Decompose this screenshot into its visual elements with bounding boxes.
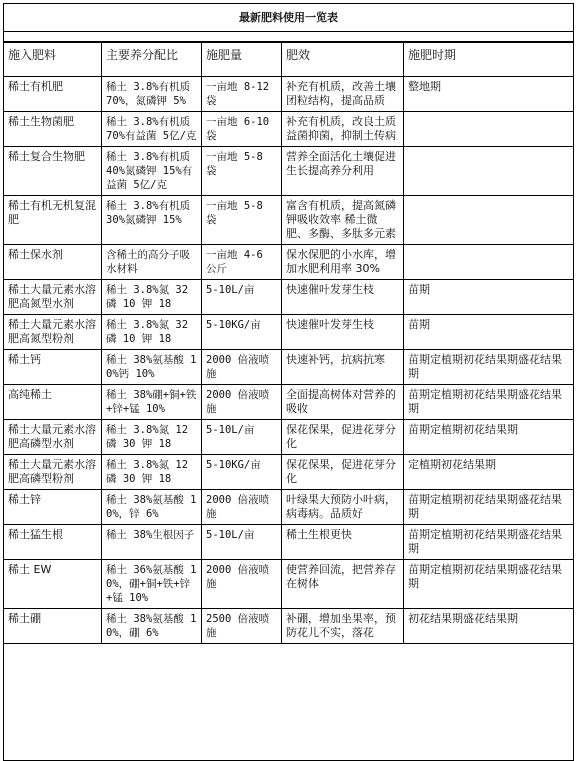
table-row <box>4 525 575 560</box>
cell-period <box>404 112 575 147</box>
cell-fertilizer: 稀土有机无机复混肥 <box>4 196 102 245</box>
cell-effect: 保花保果，促进花芽分化 <box>282 420 404 455</box>
cell-effect: 保水保肥的小水库，增加水肥利用率 30% <box>282 245 404 280</box>
cell-amount: 5-10L/亩 <box>202 525 282 560</box>
cell-effect: 全面提高树体对营养的吸收 <box>282 385 404 420</box>
cell-ratio: 稀土 38%硼+铜+铁+锌+锰 10% <box>102 385 202 420</box>
title-spacer <box>4 32 573 42</box>
cell-fertilizer: 稀土钙 <box>4 350 102 385</box>
cell-fertilizer: 稀土有机肥 <box>4 77 102 112</box>
cell-amount: 2000 倍液喷施 <box>202 490 282 525</box>
cell-effect: 富含有机质，提高氮磷钾吸收效率 稀土微肥、多酶、多肽多元素 <box>282 196 404 245</box>
table-row <box>4 77 575 112</box>
cell-effect: 使营养回流，把营养存在树体 <box>282 560 404 609</box>
cell-period <box>404 147 575 196</box>
table-body <box>4 77 575 644</box>
cell-fertilizer: 稀土锌 <box>4 490 102 525</box>
table-row <box>4 490 575 525</box>
cell-effect: 快速补钙，抗病抗寒 <box>282 350 404 385</box>
cell-amount: 一亩地 6-10 袋 <box>202 112 282 147</box>
cell-effect: 稀土生根更快 <box>282 525 404 560</box>
cell-period: 苗期定植期初花结果期盛花结果期 <box>404 525 575 560</box>
table-row <box>4 350 575 385</box>
table-row <box>4 609 575 644</box>
header-effect: 肥效 <box>282 43 404 77</box>
cell-ratio: 稀土 3.8%有机质 70%有益菌 5亿/克 <box>102 112 202 147</box>
table-row <box>4 245 575 280</box>
cell-period <box>404 245 575 280</box>
table-row <box>4 560 575 609</box>
cell-period: 苗期定植期初花结果期盛花结果期 <box>404 385 575 420</box>
cell-amount: 5-10KG/亩 <box>202 315 282 350</box>
cell-period <box>404 196 575 245</box>
cell-amount: 5-10L/亩 <box>202 280 282 315</box>
cell-fertilizer: 稀土大量元素水溶肥高氮型水剂 <box>4 280 102 315</box>
cell-fertilizer: 稀土 EW <box>4 560 102 609</box>
cell-amount: 一亩地 5-8 袋 <box>202 147 282 196</box>
cell-effect: 营养全面活化土壤促进生长提高养分利用 <box>282 147 404 196</box>
cell-effect: 叶绿果大预防小叶病，病毒病。品质好 <box>282 490 404 525</box>
cell-effect: 补充有机质，改善土壤团粒结构，提高品质 <box>282 77 404 112</box>
cell-ratio: 稀土 38%氨基酸 10%，硼 6% <box>102 609 202 644</box>
cell-ratio: 含稀土的高分子吸水材料 <box>102 245 202 280</box>
cell-period: 苗期定植期初花结果期 <box>404 420 575 455</box>
cell-effect: 补硼，增加坐果率，预防花儿不实，落花 <box>282 609 404 644</box>
fertilizer-table <box>3 42 574 644</box>
cell-period: 苗期 <box>404 315 575 350</box>
cell-ratio: 稀土 38%氨基酸 10%，锌 6% <box>102 490 202 525</box>
cell-amount: 5-10KG/亩 <box>202 455 282 490</box>
cell-ratio: 稀土 3.8%氮 32 磷 10 钾 18 <box>102 315 202 350</box>
cell-effect: 快速催叶发芽生枝 <box>282 280 404 315</box>
cell-amount: 一亩地 8-12 袋 <box>202 77 282 112</box>
header-period: 施肥时期 <box>404 43 575 77</box>
cell-ratio: 稀土 3.8%氮 32 磷 10 钾 18 <box>102 280 202 315</box>
cell-ratio: 稀土 36%氨基酸 10%，硼+铜+铁+锌+锰 10% <box>102 560 202 609</box>
cell-ratio: 稀土 3.8%有机质 40%氮磷钾 15%有益菌 5亿/克 <box>102 147 202 196</box>
cell-period: 整地期 <box>404 77 575 112</box>
cell-ratio: 稀土 3.8%有机质 30%氮磷钾 15% <box>102 196 202 245</box>
cell-amount: 2000 倍液喷施 <box>202 560 282 609</box>
cell-amount: 一亩地 4-6 公斤 <box>202 245 282 280</box>
cell-fertilizer: 稀土大量元素水溶肥高磷型粉剂 <box>4 455 102 490</box>
table-row <box>4 455 575 490</box>
table-row <box>4 147 575 196</box>
cell-fertilizer: 稀土生物菌肥 <box>4 112 102 147</box>
table-row <box>4 280 575 315</box>
cell-ratio: 稀土 3.8%有机质 70%，氮磷钾 5% <box>102 77 202 112</box>
cell-amount: 2000 倍液喷施 <box>202 385 282 420</box>
table-row <box>4 196 575 245</box>
table-row <box>4 112 575 147</box>
cell-fertilizer: 稀土猛生根 <box>4 525 102 560</box>
page-title: 最新肥料使用一览表 <box>4 4 573 32</box>
cell-period: 苗期定植期初花结果期盛花结果期 <box>404 490 575 525</box>
cell-fertilizer: 稀土保水剂 <box>4 245 102 280</box>
cell-amount: 5-10L/亩 <box>202 420 282 455</box>
cell-period: 定植期初花结果期 <box>404 455 575 490</box>
table-row <box>4 385 575 420</box>
cell-effect: 补充有机质，改良土质益菌抑菌，抑制土传病 <box>282 112 404 147</box>
table-header-row <box>4 43 575 77</box>
cell-fertilizer: 稀土大量元素水溶肥高氮型粉剂 <box>4 315 102 350</box>
cell-period: 初花结果期盛花结果期 <box>404 609 575 644</box>
cell-amount: 2000 倍液喷施 <box>202 350 282 385</box>
header-amount: 施肥量 <box>202 43 282 77</box>
header-ratio: 主要养分配比 <box>102 43 202 77</box>
table-row <box>4 420 575 455</box>
table-row <box>4 315 575 350</box>
cell-fertilizer: 稀土大量元素水溶肥高磷型水剂 <box>4 420 102 455</box>
cell-amount: 2500 倍液喷施 <box>202 609 282 644</box>
cell-fertilizer: 稀土复合生物肥 <box>4 147 102 196</box>
cell-fertilizer: 高纯稀土 <box>4 385 102 420</box>
cell-effect: 快速催叶发芽生枝 <box>282 315 404 350</box>
cell-ratio: 稀土 38%生根因子 <box>102 525 202 560</box>
cell-effect: 保花保果，促进花芽分化 <box>282 455 404 490</box>
cell-ratio: 稀土 38%氨基酸 10%钙 10% <box>102 350 202 385</box>
cell-fertilizer: 稀土硼 <box>4 609 102 644</box>
fertilizer-sheet <box>3 3 574 761</box>
cell-period: 苗期 <box>404 280 575 315</box>
cell-ratio: 稀土 3.8%氮 12 磷 30 钾 18 <box>102 420 202 455</box>
cell-amount: 一亩地 5-8 袋 <box>202 196 282 245</box>
cell-period: 苗期定植期初花结果期盛花结果期 <box>404 560 575 609</box>
header-fertilizer: 施入肥料 <box>4 43 102 77</box>
cell-period: 苗期定植期初花结果期盛花结果期 <box>404 350 575 385</box>
cell-ratio: 稀土 3.8%氮 12 磷 30 钾 18 <box>102 455 202 490</box>
